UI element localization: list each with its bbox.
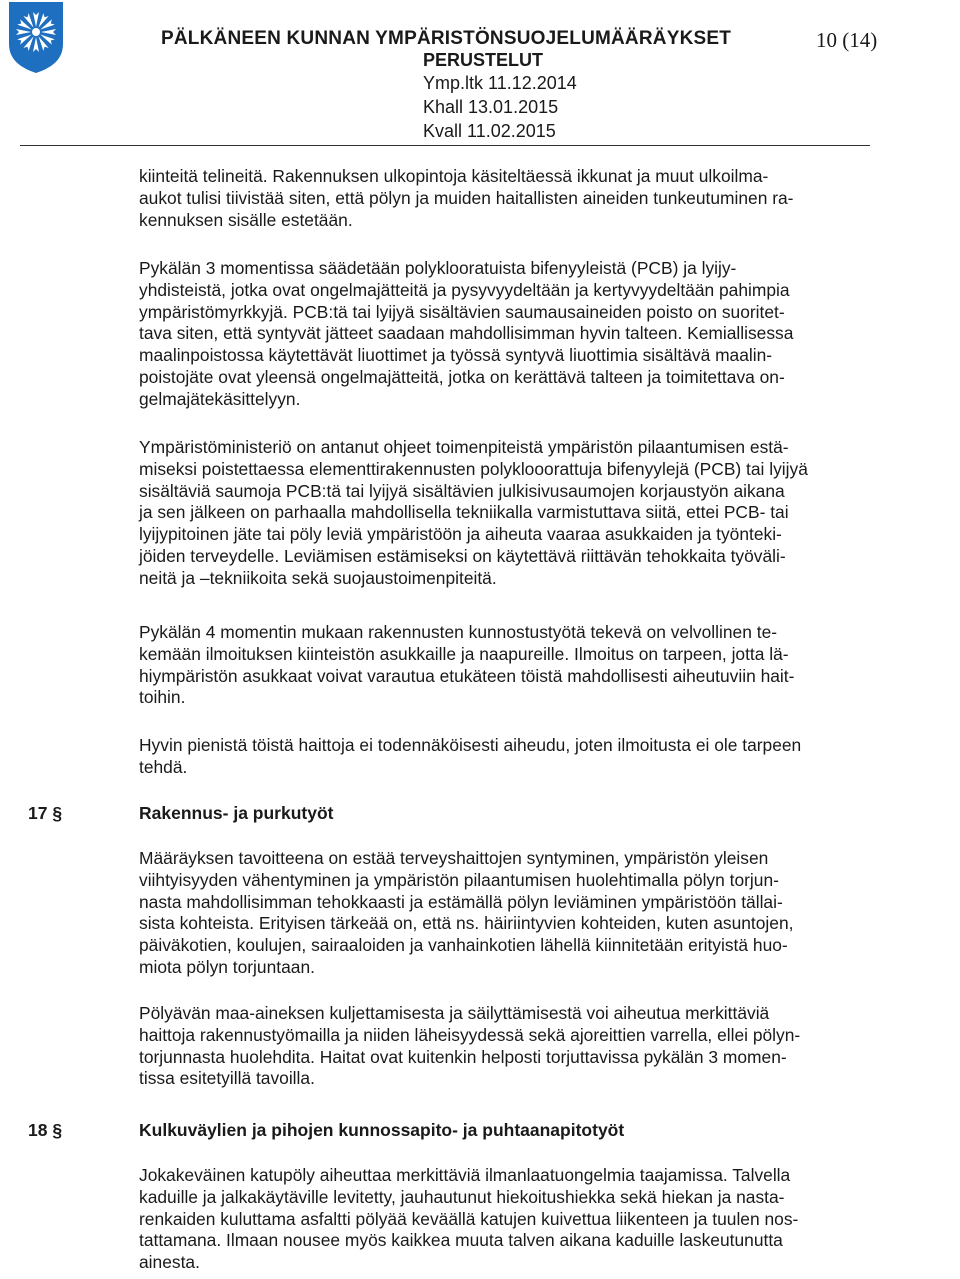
- text-line: ympäristömyrkkyjä. PCB:tä tai lyijyä sisältävien saumausaineiden poisto on suoritet-: [139, 301, 785, 322]
- text-line: Määräyksen tavoitteena on estää terveyshaittojen syntyminen, ympäristön yleisen: [139, 848, 769, 868]
- text-line: päiväkotien, koulujen, sairaaloiden ja vanhainkotien lähellä kiinnitetään erityistä huo-: [139, 935, 788, 956]
- text-line: sisältäviä saumoja PCB:tä tai lyijyä sisältävien julkisivusaumojen korjaustyön aikana: [139, 480, 785, 501]
- text-line: toihin.: [139, 687, 186, 708]
- paragraph: [139, 258, 879, 411]
- text-line: tehdä.: [139, 756, 188, 777]
- approval-date-2: Khall 13.01.2015: [423, 97, 559, 117]
- paragraph: [139, 735, 879, 779]
- header-divider: [20, 145, 870, 146]
- text-line: Pykälän 4 momentin mukaan rakennusten kunnostustyötä tekevä on velvollinen te-: [139, 622, 778, 642]
- text-line: jöiden terveydelle. Leviämisen estämiseksi on käytettävä riittävän tehokkaita työväli-: [139, 545, 786, 566]
- approval-date-3: Kvall 11.02.2015: [423, 121, 556, 141]
- text-line: Jokakeväinen katupöly aiheuttaa merkittäviä ilmanlaatuongelmia taajamissa. Talvella: [139, 1165, 791, 1185]
- text-line: hiympäristön asukkaat voivat varautua etukäteen töistä mahdollisesti aiheutuviin hait-: [139, 665, 795, 686]
- municipal-coat-of-arms-icon: [7, 0, 65, 74]
- paragraph: [139, 622, 879, 709]
- section-number: 18 §: [28, 1120, 63, 1140]
- document-title: PÄLKÄNEEN KUNNAN YMPÄRISTÖNSUOJELUMÄÄRÄYKSET: [161, 28, 732, 49]
- text-line: renkaiden kuluttama asfaltti pölyää keväällä katujen kuivettua liikenteen ja tuulen nos-: [139, 1208, 799, 1229]
- text-line: Ympäristöministeriö on antanut ohjeet toimenpiteistä ympäristön pilaantumisen estä-: [139, 437, 789, 457]
- text-line: Pölyävän maa-aineksen kuljettamisesta ja säilyttämisestä voi aiheutua merkittäviä: [139, 1003, 770, 1023]
- text-line: poistojäte ovat yleensä ongelmajätteitä, jotka on kerättävä talteen ja toimitettava on-: [139, 366, 785, 387]
- text-line: neitä ja –tekniikoita sekä suojaustoimenpiteitä.: [139, 567, 497, 588]
- text-line: tava siten, että syntyvät jätteet saadaan mahdollisimman hyvin talteen. Kemiallisessa: [139, 323, 794, 344]
- text-line: Pykälän 3 momentissa säädetään polyklooratuista bifenyyleistä (PCB) ja lyijy-: [139, 258, 737, 278]
- paragraph: [139, 1165, 879, 1274]
- text-line: tissa esitetyillä tavoilla.: [139, 1068, 315, 1089]
- section-title: Rakennus- ja purkutyöt: [139, 803, 334, 823]
- text-line: yhdisteistä, jotka ovat ongelmajätteitä ja pysyvyydeltään ja kertyvyydeltään pahimpia: [139, 279, 790, 300]
- text-line: gelmajätekäsittelyyn.: [139, 388, 301, 409]
- paragraph: [139, 848, 879, 979]
- text-line: miota pölyn torjuntaan.: [139, 956, 315, 977]
- text-line: Hyvin pienistä töistä haittoja ei todennäköisesti aiheudu, joten ilmoitusta ei ole tarpeen: [139, 735, 802, 755]
- text-line: maalinpoistossa käytettävät liuottimet ja työssä syntyvä liuottimia sisältävä maalin-: [139, 345, 773, 366]
- text-line: kiinteitä telineitä. Rakennuksen ulkopintoja käsiteltäessä ikkunat ja muut ulkoilma-: [139, 166, 769, 186]
- text-line: ainesta.: [139, 1252, 200, 1273]
- page-number: 10 (14): [816, 28, 878, 52]
- section-title: Kulkuväylien ja pihojen kunnossapito- ja puhtaanapitotyöt: [139, 1120, 625, 1140]
- text-line: aukot tulisi tiivistää siten, että pölyn ja muiden haitallisten aineiden tunkeutuminen ra-: [139, 187, 794, 208]
- paragraph: [139, 437, 879, 590]
- text-line: nasta mahdollisimman tehokkaasti ja estämällä pölyn leviäminen ympäristöön tällai-: [139, 891, 783, 912]
- text-line: kemään ilmoituksen kiinteistön asukkaille ja naapureille. Ilmoitus on tarpeen, jotta lä-: [139, 643, 789, 664]
- approval-date-1: Ymp.ltk 11.12.2014: [423, 73, 577, 93]
- text-line: miseksi poistettaessa elementtirakennusten polyklooorattuja bifenyylejä (PCB) tai lyijyä: [139, 458, 808, 479]
- text-line: haittoja rakennustyömailla ja niiden läheisyydessä sekä ajoreittien varrella, ellei pölyn-: [139, 1024, 801, 1045]
- text-line: sista kohteista. Erityisen tärkeää on, että ns. häiriintyvien kohteiden, kuten asuntojen,: [139, 913, 794, 934]
- section-number: 17 §: [28, 803, 63, 823]
- paragraph: [139, 166, 879, 231]
- text-line: ja sen jälkeen on parhaalla mahdollisella tekniikalla varmistuttava siitä, ettei PCB- tai: [139, 502, 789, 523]
- text-line: kaduille ja jalkakäytäville levitetty, jauhautunut hiekoitushiekka sekä hiekan ja nasta-: [139, 1186, 785, 1207]
- document-status: PERUSTELUT: [423, 50, 544, 70]
- paragraph: [139, 1003, 879, 1090]
- text-line: kennuksen sisälle estetään.: [139, 209, 353, 230]
- text-line: viihtyisyyden vähentyminen ja ympäristön pilaantumisen huolehtimalla pölyn torjun-: [139, 869, 779, 890]
- text-line: tattamana. Ilmaan nousee myös kaikkea muuta talven aikana kaduille laskeutunutta: [139, 1230, 783, 1251]
- text-line: lyijypitoinen jäte tai pöly leviä ympäristöön ja aiheuta vaaraa asukkaiden ja työnteki-: [139, 524, 782, 545]
- text-line: torjunnasta huolehdita. Haitat ovat kuitenkin helposti torjuttavissa pykälän 3 momen-: [139, 1046, 787, 1067]
